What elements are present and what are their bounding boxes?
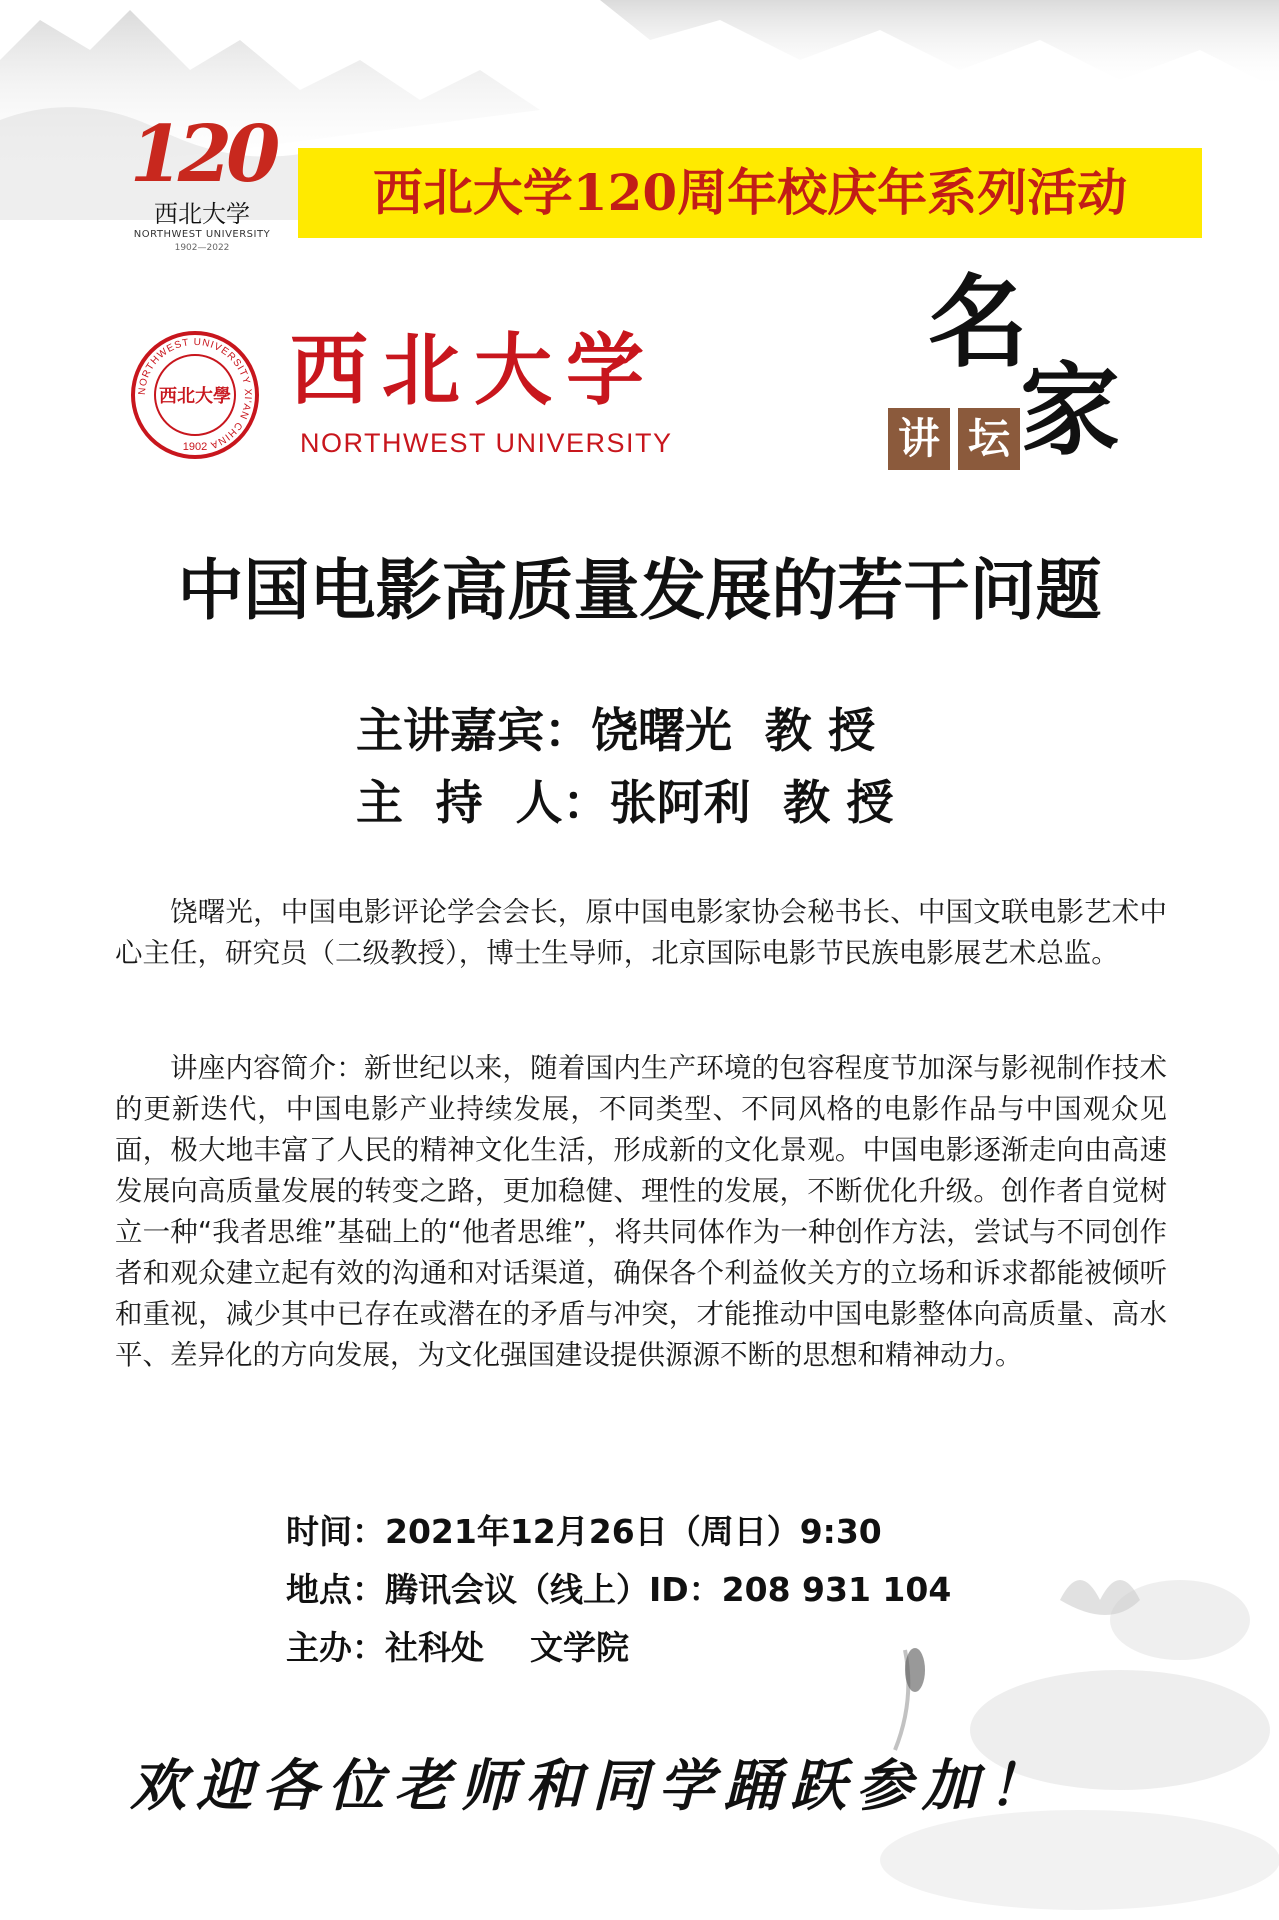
welcome-message: 欢迎各位老师和同学踊跃参加！ (130, 1753, 1054, 1819)
university-name-zh: 西北大学 (290, 325, 659, 416)
anniversary-logo (122, 110, 282, 280)
seal-ring-text: NORTHWEST UNIVERSITY XI'AN CHINA (136, 336, 254, 451)
banner-text: 西北大学120周年校庆年系列活动 (372, 163, 1128, 222)
lecture-title: 中国电影高质量发展的若干问题 (177, 551, 1102, 629)
series-logo-tan: 坛 (958, 408, 1020, 470)
series-logo-jia: 家 (1020, 351, 1120, 469)
host-line: 主 持 人：张阿利 教 授 (356, 776, 894, 831)
speaker-line: 主讲嘉宾：饶曙光 教 授 (356, 704, 876, 759)
event-place: 地点：腾讯会议（线上）ID：208 931 104 (286, 1570, 952, 1609)
university-name-en: NORTHWEST UNIVERSITY (300, 428, 673, 458)
anniversary-university-zh: 西北大学 (154, 200, 250, 228)
anniversary-banner (298, 148, 1202, 238)
seal-year: 1902 (182, 441, 208, 453)
seal-center-text: 西北大學 (159, 386, 231, 407)
event-organizer: 主办：社科处 文学院 (286, 1628, 629, 1667)
series-logo-jiang: 讲 (888, 408, 950, 470)
anniversary-years: 1902—2022 (174, 243, 230, 253)
university-seal-icon (130, 330, 260, 460)
speaker-bio: 饶曙光，中国电影评论学会会长，原中国电影家协会秘书长、中国文联电影艺术中心主任，研究员（二级教授），博士生导师，北京国际电影节民族电影展艺术总监。 (115, 896, 1167, 969)
lecture-intro: 讲座内容简介：新世纪以来，随着国内生产环境的包容程度节加深与影视制作技术的更新迭代，中国电影产业持续发展，不同类型、不同风格的电影作品与中国观众见面，极大地丰富了人民的精神文化生活，形成新的文化景观。中国电影逐渐走向由高速发展向高质量发展的转变之路，更加稳健、理性的发展，不断优化升级。创作者自觉树立一种“我者思维”基础上的“他者思维”，将共同体作为一种创作方法，尝试与不同创作者和观众建立起有效的沟通和对话渠道，确保各个利益攸关方的立场和诉求都能被倾听和重视，减少其中已存在或潜在的矛盾与冲突，才能推动中国电影整体向高质量、高水平、差异化的方向发展，为文化强国建设提供源源不断的思想和精神动力。 (115, 1052, 1167, 1371)
event-time: 时间：2021年12月26日（周日）9:30 (286, 1512, 882, 1551)
anniversary-university-en: NORTHWEST UNIVERSITY (133, 229, 271, 240)
anniversary-number: 120 (129, 109, 275, 200)
series-logo-ming: 名 (928, 263, 1028, 381)
